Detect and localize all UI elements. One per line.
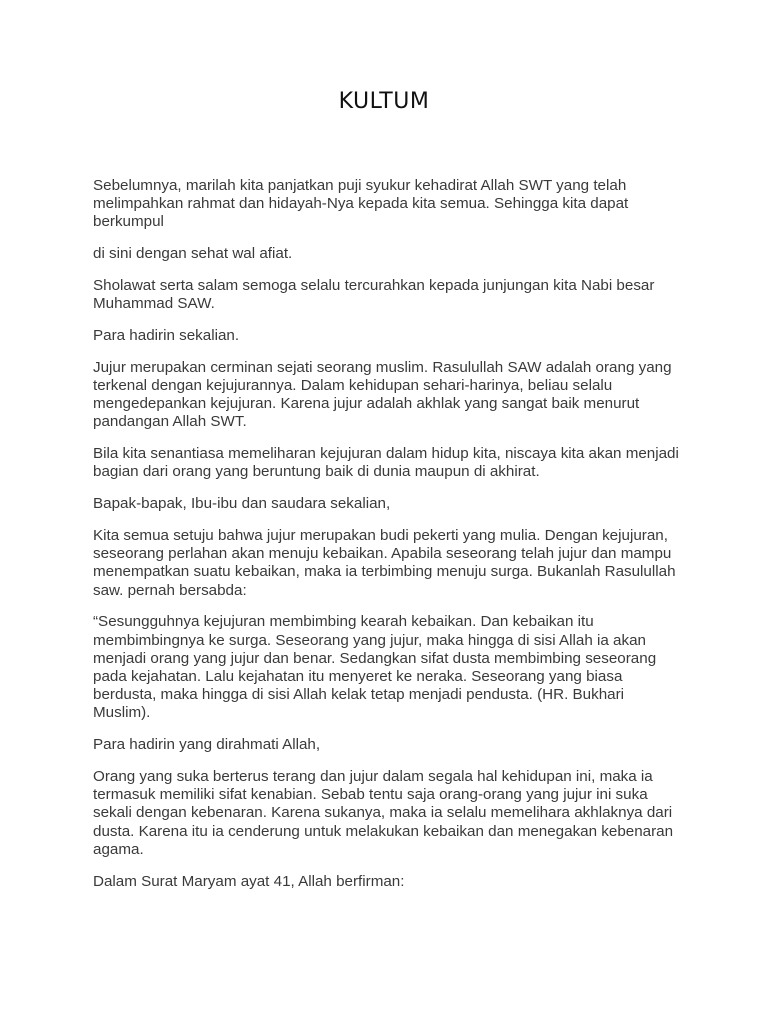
paragraph-greeting-3: Para hadirin yang dirahmati Allah,: [93, 736, 321, 754]
paragraph-greeting-2: Bapak-bapak, Ibu-ibu dan saudara sekalian,: [93, 495, 391, 513]
paragraph-greeting: Para hadirin sekalian.: [93, 327, 240, 344]
paragraph-opening: Sebelumnya, marilah kita panjatkan puji syukur kehadirat Allah SWT yang telah melimpahkan rahmat dan hidayah-Nya kepada kita semua. Sehingga kita dapat berkumpul: [93, 177, 629, 231]
paragraph-jujur-cerminan: Jujur merupakan cerminan sejati seorang muslim. Rasulullah SAW adalah orang yang terkenal dengan kejujurannya. Dalam kehidupan sehari-harinya, beliau selalu mengedepankan kejujuran. Karena jujur adalah akhlak yang sangat baik menurut pandangan Allah SWT.: [93, 358, 672, 431]
paragraph-beruntung: Bila kita senantiasa memeliharan kejujuran dalam hidup kita, niscaya kita akan menjadi bagian dari orang yang beruntung baik di dunia maupun di akhirat.: [93, 445, 679, 481]
paragraph-surat-maryam: Dalam Surat Maryam ayat 41, Allah berfirman:: [93, 872, 405, 890]
document-title: KULTUM: [338, 89, 430, 114]
paragraph-budi-pekerti: Kita semua setuju bahwa jujur merupakan budi pekerti yang mulia. Dengan kejujuran, seseorang perlahan akan menuju kebaikan. Apabila seseorang telah jujur dan mampu menempatkan suatu kebaikan, maka ia terbimbing menuju surga. Bukanlah Rasulullah saw. pernah bersabda:: [93, 527, 676, 599]
paragraph-sehat: di sini dengan sehat wal afiat.: [93, 245, 293, 263]
document-body: [93, 177, 683, 904]
paragraph-sholawat: Sholawat serta salam semoga selalu tercurahkan kepada junjungan kita Nabi besar Muhammad SAW.: [93, 277, 655, 313]
paragraph-hadith-quote: “Sesungguhnya kejujuran membimbing kearah kebaikan. Dan kebaikan itu membimbingnya ke surga. Seseorang yang jujur, maka hingga di sisi Allah ia akan menjadi orang yang jujur dan benar. Sedangkan sifat dusta membimbing seseorang pada kejahatan. Lalu kejahatan itu menyeret ke neraka. Seseorang yang biasa berdusta, maka hingga di sisi Allah kelak tetap menjadi pendusta. (HR. Bukhari Muslim).: [93, 613, 657, 722]
paragraph-sifat-kenabian: Orang yang suka berterus terang dan jujur dalam segala hal kehidupan ini, maka ia termasuk memiliki sifat kenabian. Sebab tentu saja orang-orang yang jujur ini suka sekali dengan kebenaran. Karena sukanya, maka ia selalu memelihara akhlaknya dari dusta. Karena itu ia cenderung untuk melakukan kebaikan dan menegakan kebenaran agama.: [93, 768, 674, 858]
